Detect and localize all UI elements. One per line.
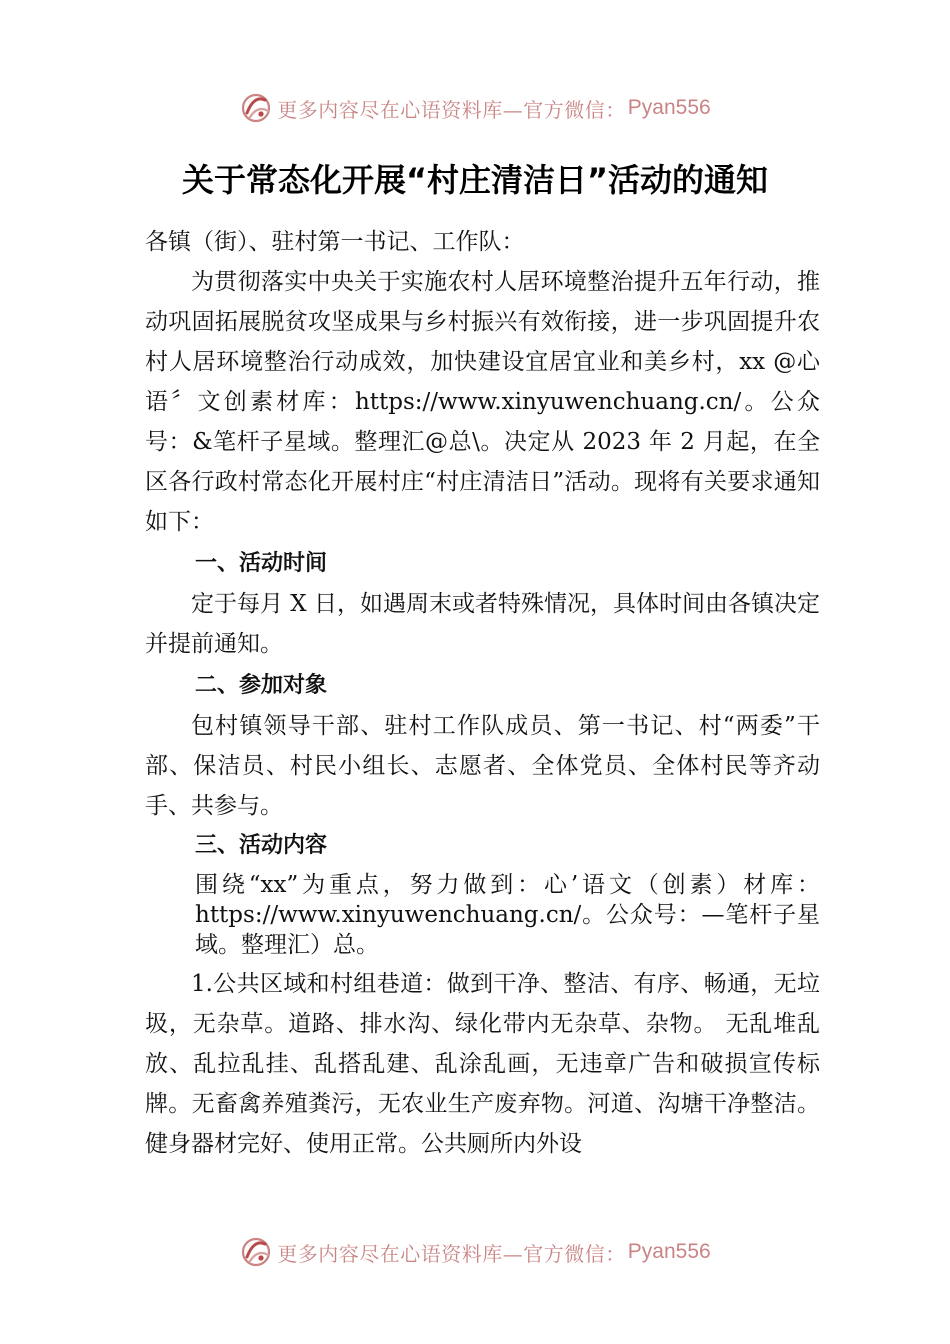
page-title: 关于常态化开展“村庄清洁日”活动的通知 bbox=[181, 161, 769, 199]
watermark-account: Pyan556 bbox=[627, 96, 711, 119]
list-item-public-areas: 1.公共区域和村组巷道：做到干净、整洁、有序、畅通，无垃圾，无杂草。道路、排水沟、绿化带内无杂草、杂物。 无乱堆乱放、乱拉乱挂、乱搭乱建、乱涂乱画，无违章广告和破损宣传标牌。无畜禽养殖粪污，无农业生产废弃物。河道、沟塘干净整洁。健身器材完好、使用正常。公共厕所内外设 bbox=[145, 971, 820, 1157]
section-body-content: 围绕“xx”为重点，努力做到：心’语文（创素）材库：https://www.xinyuwenchuang.cn/。公众号：—笔杆子星域。整理汇）总。 bbox=[195, 872, 820, 958]
section-heading-participants: 二、参加对象 bbox=[195, 673, 328, 698]
salutation: 各镇（街）、驻村第一书记、工作队： bbox=[145, 229, 525, 255]
footer-watermark-banner bbox=[0, 1232, 950, 1272]
header-watermark-banner bbox=[0, 88, 950, 128]
document-body bbox=[145, 222, 820, 1164]
intro-paragraph: 为贯彻落实中央关于实施农村人居环境整治提升五年行动，推动巩固拓展脱贫攻坚成果与乡村振兴有效衔接，进一步巩固提升农村人居环境整治行动成效，加快建设宜居宜业和美乡村，xx @心语〞文创素材库：https://www.xinyuwenchuang.cn/。公众号：&笔杆子星域。整理汇@总\。决定从 2023 年 2 月起，在全区各行政村常态化开展村庄“村庄清洁日”活动。现将有关要求通知如下： bbox=[145, 269, 820, 535]
section-heading-time: 一、活动时间 bbox=[195, 551, 328, 576]
section-body-participants: 包村镇领导干部、驻村工作队成员、第一书记、村“两委”干部、保洁员、村民小组长、志愿者、全体党员、全体村民等齐动手、共参与。 bbox=[145, 713, 820, 819]
section-heading-content: 三、活动内容 bbox=[195, 833, 328, 858]
watermark-site-text: 更多内容尽在心语资料库—官方微信： bbox=[277, 97, 626, 122]
section-body-time: 定于每月 X 日，如遇周末或者特殊情况，具体时间由各镇决定并提前通知。 bbox=[145, 591, 820, 657]
xinyu-logo-icon bbox=[239, 91, 273, 125]
watermark-site-text: 更多内容尽在心语资料库—官方微信： bbox=[277, 1241, 626, 1266]
watermark-account: Pyan556 bbox=[627, 1240, 711, 1263]
xinyu-logo-icon bbox=[239, 1235, 273, 1269]
